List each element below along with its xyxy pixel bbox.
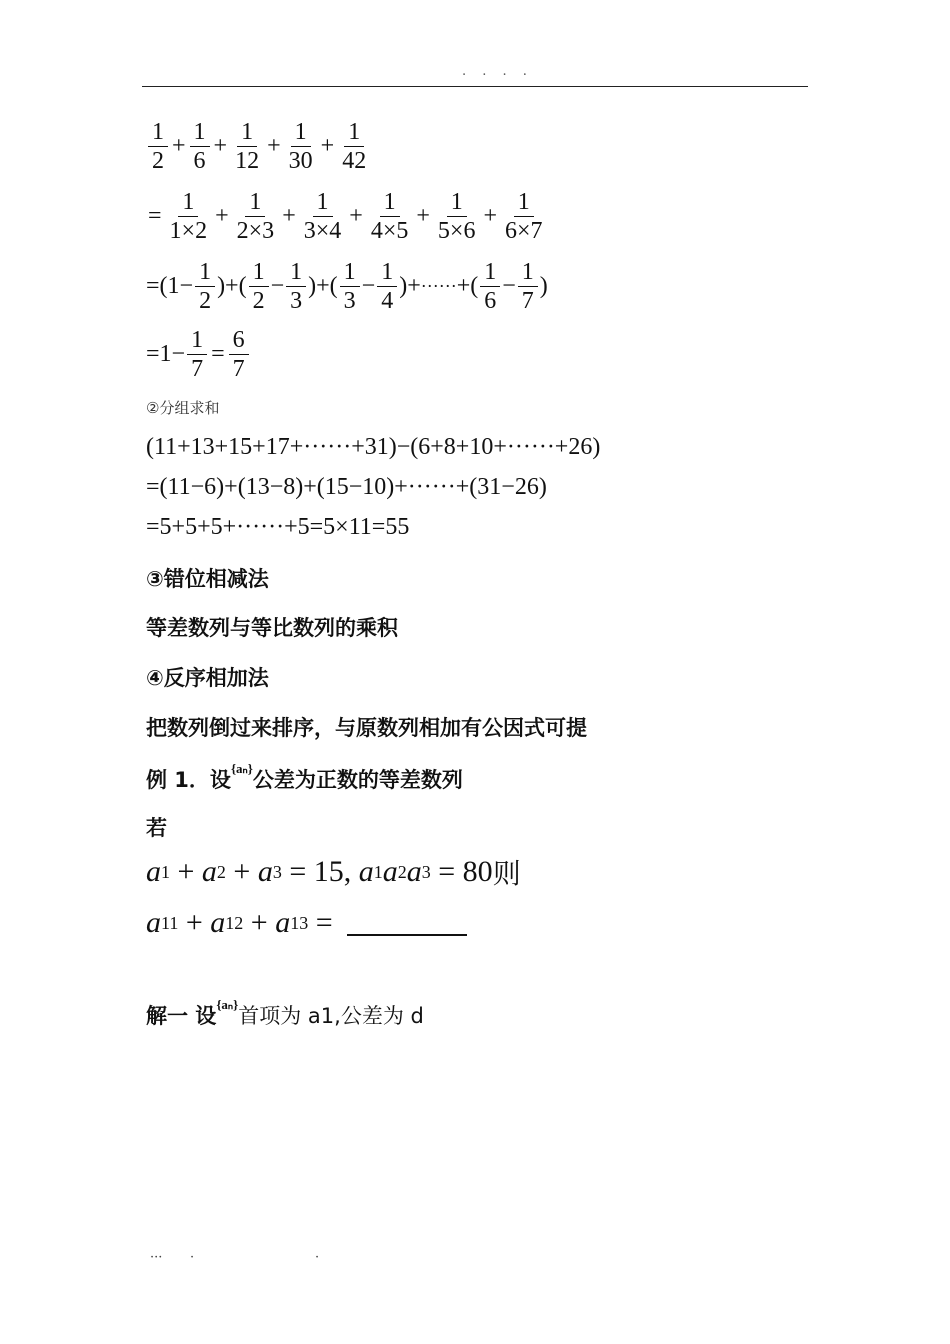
sum-row-2: = $\frac{1}{1\times 2}$ + $\frac{1}{2\times 3}$ + $\frac{1}{3\times 4}$ + $\frac{1}{4\times 5}$ + $\frac{1}{5\times 6}$ + $\frac{1}{6\times 7}$	[148, 189, 543, 244]
header-dots: . . . .	[462, 64, 533, 79]
sequence-symbol: {aₙ}	[216, 997, 239, 1012]
example-equation-1: a 1 + a 2 + a 3 = 15, a 1 a 2 a 3 = 80 则	[146, 855, 521, 890]
sum-row-1: $\frac{1}{2}$ + $\frac{1}{6}$ + $\frac{1}{12}$ + $\frac{1}{30}$ + $\frac{1}{42}$	[146, 118, 372, 175]
sum-row-4: =1− $\frac{1}{7}$ = $\frac{6}{7}$	[146, 326, 251, 383]
fraction: $\frac{1}{30}$	[288, 119, 313, 174]
example-if: 若	[146, 816, 167, 840]
section-desc-reverse-add: 把数列倒过来排序，与原数列相加有公因式可提	[146, 716, 587, 740]
sum-row-3: =(1− $\frac{1}{2}$ )+( $\frac{1}{2}$ − $\frac{1}{3}$ )+( $\frac{1}{3}$ − $\frac{1}{4}$ )+ ······ +( $\frac{1}{6}$ − $\frac{1}{7}$ )	[146, 259, 548, 314]
sequence-symbol: {aₙ}	[230, 761, 253, 776]
section-label-shift-subtract: ③错位相减法	[146, 567, 269, 591]
example-title: 例 1．设 {aₙ} 公差为正数的等差数列	[146, 761, 463, 792]
fraction: $\frac{1}{12}$	[235, 119, 260, 174]
example-equation-2: a 11 + a 12 + a 13 =	[146, 906, 467, 940]
section-label-grouping: ②分组求和	[146, 399, 220, 417]
section-label-reverse-add: ④反序相加法	[146, 666, 269, 690]
fraction: $\frac{1}{42}$	[342, 119, 367, 174]
fraction: $\frac{1}{2}$	[148, 118, 168, 175]
section-desc-shift-subtract: 等差数列与等比数列的乘积	[146, 616, 398, 640]
grouping-line-1: (11+13+15+17+······+31)−(6+8+10+······+26)	[146, 434, 601, 460]
solution-line: 解一 设 {aₙ} 首项为 a1,公差为 d	[146, 997, 424, 1028]
header-rule	[142, 86, 808, 87]
fraction: $\frac{1}{6}$	[190, 118, 210, 175]
grouping-line-2: =(11−6)+(13−8)+(15−10)+······+(31−26)	[146, 474, 547, 500]
answer-blank	[347, 910, 467, 936]
grouping-line-3: =5+5+5+······+5=5×11=55	[146, 514, 410, 540]
